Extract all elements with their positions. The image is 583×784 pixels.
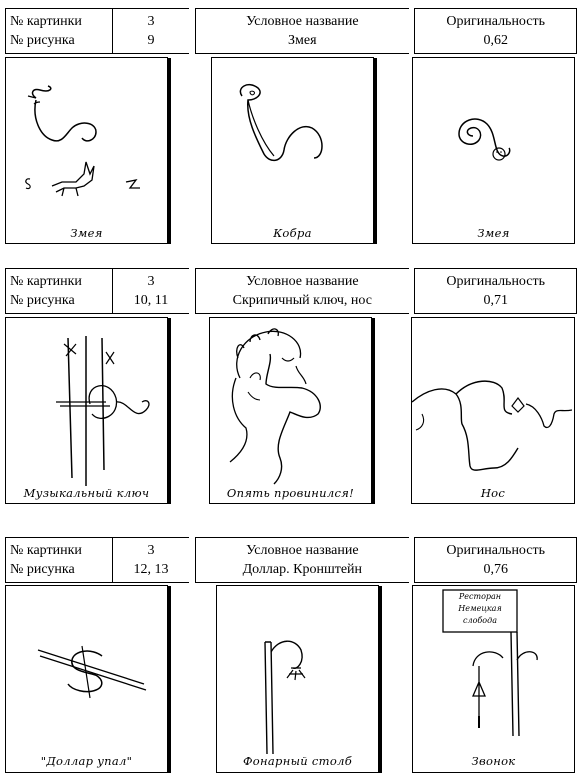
label-cell <box>5 268 112 314</box>
dollar-drawing <box>6 586 166 770</box>
picture-no-value: 3 <box>147 14 155 29</box>
drawing-frame-2-1 <box>5 317 168 504</box>
originality-value: 0,62 <box>483 33 508 48</box>
caption: Нос <box>480 486 506 500</box>
drawing-frame-3-2 <box>216 585 379 773</box>
lamp-post-drawing <box>217 586 377 770</box>
originality-label: Оригинальность <box>446 274 546 289</box>
sign-text <box>443 591 517 627</box>
drawing-frame-3-1 <box>5 585 168 773</box>
drawing-no-label: № рисунка <box>10 293 75 308</box>
caption: Змея <box>70 226 103 240</box>
drawing-frame-2-2 <box>209 317 372 504</box>
caption: Музыкальный ключ <box>23 486 150 500</box>
drawing-no-value: 12, 13 <box>133 562 169 577</box>
cobra-drawing <box>212 58 372 242</box>
name-cell <box>195 8 408 54</box>
sign-line: Немецкая <box>458 604 502 613</box>
caption: Змея <box>477 226 510 240</box>
label-cell <box>5 8 112 54</box>
name-value: Скрипичный ключ, нос <box>232 293 372 308</box>
name-cell <box>195 268 408 314</box>
caption: Кобра <box>273 226 312 240</box>
originality-cell <box>414 268 577 314</box>
coiled-snake-drawing <box>413 58 573 242</box>
drawing-frame-1-3 <box>412 57 575 244</box>
name-label: Условное название <box>246 543 359 558</box>
drawing-no-value: 10, 11 <box>133 293 169 308</box>
sign-line: Ресторан <box>458 592 502 601</box>
drawing-frame-1-1 <box>5 57 168 244</box>
originality-value: 0,71 <box>483 293 508 308</box>
drawing-no-value: 9 <box>147 33 155 48</box>
picture-no-value: 3 <box>147 543 155 558</box>
caption: Звонок <box>471 754 516 768</box>
drawing-frame-3-3 <box>412 585 575 773</box>
nose-profile-drawing <box>412 318 572 502</box>
musical-key-drawing <box>6 318 166 502</box>
face-nose-drawing <box>210 318 370 502</box>
header-row-1 <box>5 8 577 54</box>
caption: Опять провинился! <box>226 486 355 500</box>
caption: "Доллар упал" <box>40 754 133 768</box>
picture-no-label: № картинки <box>10 14 82 29</box>
number-cell <box>112 8 189 54</box>
snake-drawing <box>6 58 166 242</box>
drawing-no-label: № рисунка <box>10 562 75 577</box>
header-row-2 <box>5 268 577 314</box>
originality-label: Оригинальность <box>446 543 546 558</box>
originality-cell <box>414 8 577 54</box>
label-cell <box>5 537 112 583</box>
originality-label: Оригинальность <box>446 14 546 29</box>
name-value: Змея <box>288 33 317 48</box>
header-row-3 <box>5 537 577 583</box>
name-value: Доллар. Кронштейн <box>242 562 363 577</box>
sign-line: слобода <box>463 616 497 625</box>
name-label: Условное название <box>246 274 359 289</box>
name-cell <box>195 537 408 583</box>
picture-no-value: 3 <box>147 274 155 289</box>
name-label: Условное название <box>246 14 359 29</box>
number-cell <box>112 268 189 314</box>
caption: Фонарный столб <box>242 754 353 768</box>
originality-value: 0,76 <box>483 562 508 577</box>
picture-no-label: № картинки <box>10 274 82 289</box>
drawing-frame-1-2 <box>211 57 374 244</box>
drawing-frame-2-3 <box>411 317 575 504</box>
drawing-no-label: № рисунка <box>10 33 75 48</box>
number-cell <box>112 537 189 583</box>
picture-no-label: № картинки <box>10 543 82 558</box>
originality-cell <box>414 537 577 583</box>
